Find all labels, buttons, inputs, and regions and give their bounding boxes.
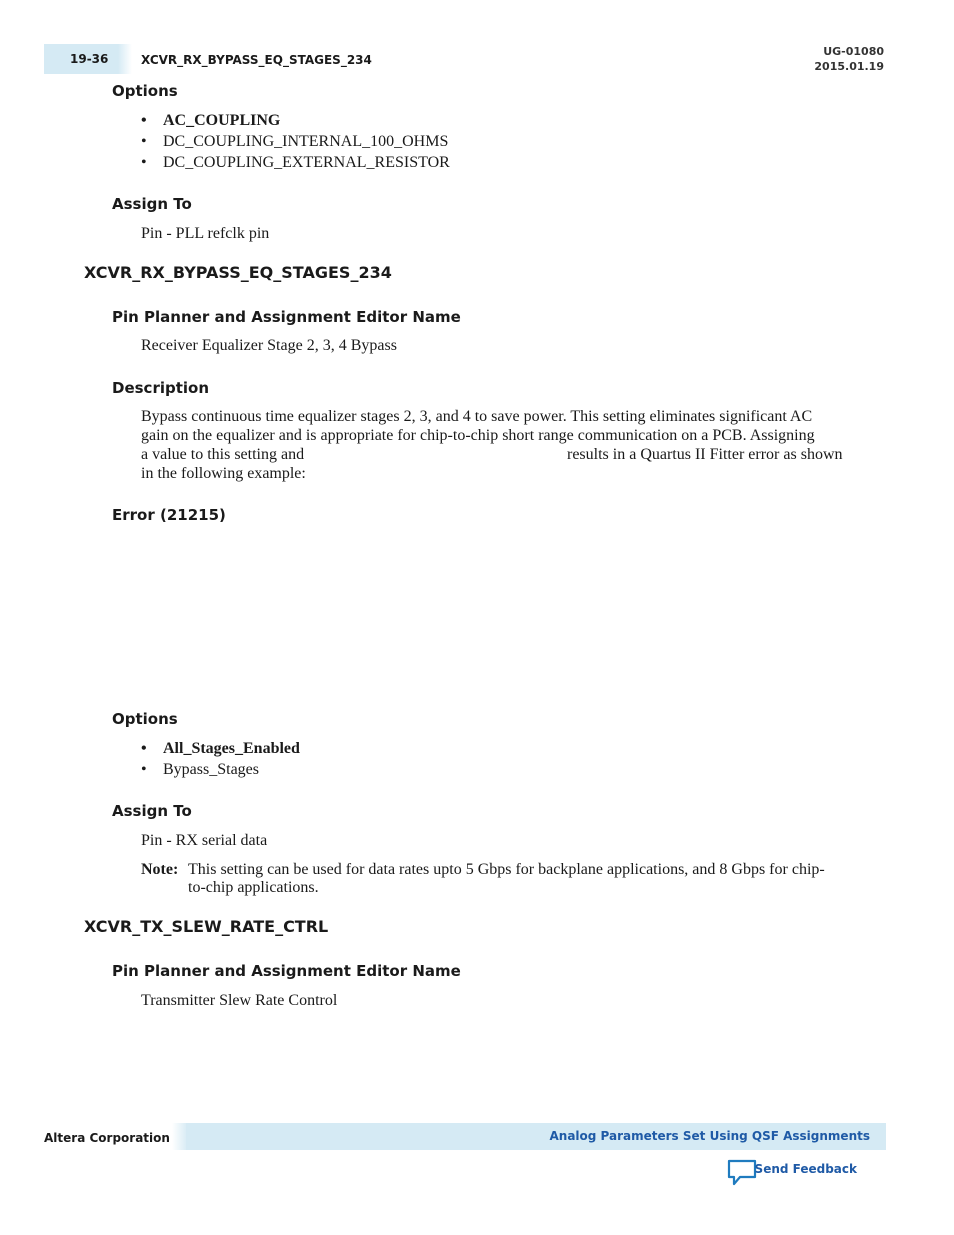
speech-bubble-icon[interactable] [726, 1158, 758, 1188]
send-feedback-link[interactable]: Send Feedback [754, 1162, 857, 1176]
page-number-tab-fade [118, 44, 132, 74]
assign-to-heading: Assign To [112, 802, 192, 820]
description-line: a value to this setting and [141, 446, 305, 463]
chapter-link[interactable]: Analog Parameters Set Using QSF Assignments [549, 1129, 870, 1143]
list-item: • Bypass_Stages [141, 759, 300, 780]
editor-name-value: Receiver Equalizer Stage 2, 3, 4 Bypass [141, 337, 397, 354]
running-title: XCVR_RX_BYPASS_EQ_STAGES_234 [141, 53, 372, 67]
error-heading: Error (21215) [112, 506, 226, 524]
note-text: This setting can be used for data rates upto 5 Gbps for backplane applications, and 8 Gbps for chip- [188, 861, 825, 878]
document-id [814, 44, 884, 74]
list-item: • DC_COUPLING_INTERNAL_100_OHMS [141, 131, 450, 152]
options-heading: Options [112, 710, 178, 728]
list-item: • DC_COUPLING_EXTERNAL_RESISTOR [141, 152, 450, 173]
assign-to-heading: Assign To [112, 195, 192, 213]
document-date: 2015.01.19 [814, 60, 884, 73]
note-label: Note: [141, 861, 179, 878]
options-heading: Options [112, 82, 178, 100]
company-name: Altera Corporation [44, 1131, 170, 1145]
description-heading: Description [112, 379, 210, 397]
assign-to-value: Pin - RX serial data [141, 832, 268, 849]
section-title: XCVR_TX_SLEW_RATE_CTRL [84, 917, 329, 936]
page-number: 19-36 [70, 52, 109, 66]
editor-name-heading: Pin Planner and Assignment Editor Name [112, 962, 461, 980]
section-title: XCVR_RX_BYPASS_EQ_STAGES_234 [84, 263, 392, 282]
description-line: Bypass continuous time equalizer stages 2, 3, and 4 to save power. This setting eliminates significant AC [141, 408, 813, 425]
note-text: to-chip applications. [188, 879, 319, 896]
description-line: results in a Quartus II Fitter error as shown [567, 446, 843, 463]
options-list [141, 738, 300, 780]
options-list [141, 110, 450, 173]
list-item: • AC_COUPLING [141, 110, 450, 131]
list-item: • All_Stages_Enabled [141, 738, 300, 759]
description-line: in the following example: [141, 465, 306, 482]
description-line: gain on the equalizer and is appropriate for chip-to-chip short range communication on a PCB. Assigning [141, 427, 815, 444]
document-number: UG-01080 [823, 45, 884, 58]
editor-name-value: Transmitter Slew Rate Control [141, 992, 338, 1009]
editor-name-heading: Pin Planner and Assignment Editor Name [112, 308, 461, 326]
assign-to-value: Pin - PLL refclk pin [141, 225, 270, 242]
